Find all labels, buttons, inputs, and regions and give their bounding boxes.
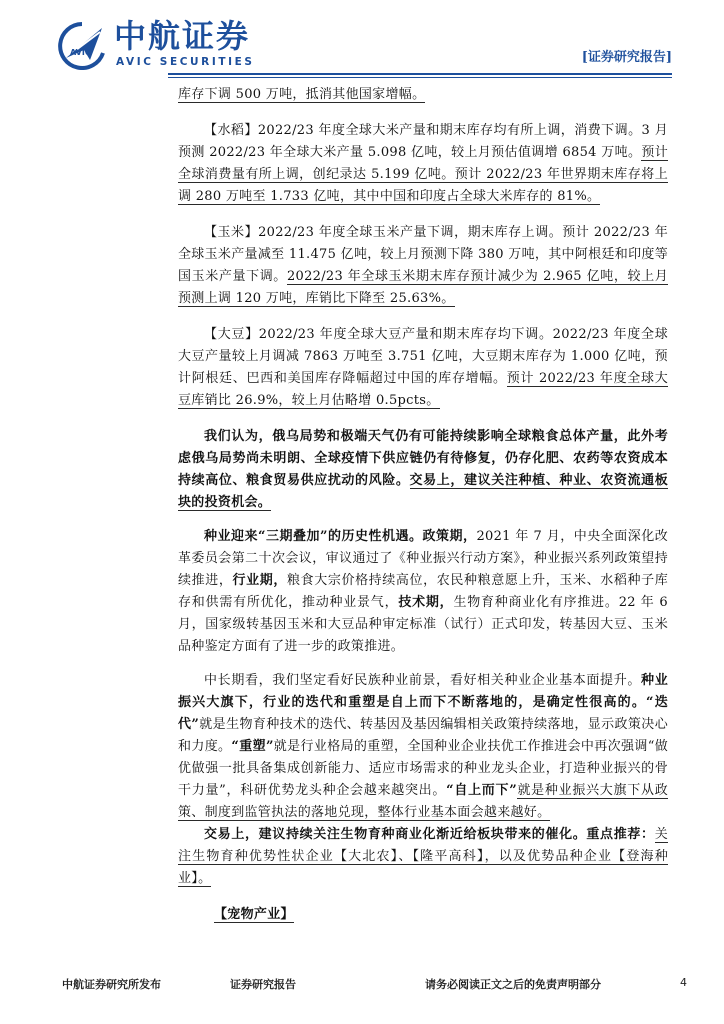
longterm-text-3: 就是行业格局的重塑，全国种业企业扶优工作推进会中再次强调“做优做强一批具备集成创新能力、适应市场需求的种业龙头企业，打造种业振兴的骨干力量”，科研优势龙头种企会越来越突出。	[178, 739, 669, 798]
seed-text-2: 粮食大宗价格持续高位，农民种粮意愿上升，玉米、水稻种子库存和供需有所优化，推动种业景气，	[178, 573, 668, 610]
page-footer	[0, 968, 724, 998]
seed-bold-3: 技术期，	[398, 595, 454, 610]
longterm-bold-2: “重塑”	[231, 739, 274, 754]
header-divider	[168, 73, 672, 75]
corn-text: 【玉米】2022/23 年度全球玉米产量下调，期末库存上调。预计 2022/23 年全球玉米产量减至 11.475 亿吨，较上月预测下降 380 万吨，其中阿根廷和印度等国玉米产量下调。	[178, 225, 668, 284]
longterm-bold-1: 种业振兴大旗下，行业的迭代和重塑是自上而下不断落地的，是确定性很高的。“迭代”	[178, 673, 668, 732]
carryover-text: 库存下调 500 万吨，抵消其他国家增幅。	[178, 87, 426, 102]
pet-industry-heading: 【宠物产业】	[214, 907, 294, 922]
page-header	[0, 0, 724, 80]
report-body	[178, 84, 668, 926]
avic-logo-icon	[56, 20, 108, 70]
seed-text-3: 生物育种商业化有序推进。22 年 6 月，国家级转基因玉米和大豆品种审定标准（试行）正式印发，转基因大豆、玉米品种鉴定方面有了进一步的政策推进。	[178, 595, 668, 654]
brand-name-cn: 中航证券	[114, 17, 251, 55]
footer-doc-type: 证券研究报告	[230, 978, 296, 991]
rice-text: 【水稻】2022/23 年度全球大米产量和期末库存均有所上调，消费下调。3 月预测 2022/23 年全球大米产量 5.098 亿吨，较上月预估值调增 6854 万吨。	[178, 123, 668, 160]
paragraph-outlook	[178, 426, 668, 514]
paragraph-carryover	[178, 84, 668, 106]
rice-text-underlined: 预计全球消费量有所上调，创纪录达 5.199 亿吨。预计 2022/23 年世界期末库存将上调 280 万吨至 1.733 亿吨，其中中国和印度占全球大米库存的 81%。	[178, 145, 668, 204]
paragraph-seed-industry	[178, 526, 668, 658]
outlook-text: 我们认为，俄乌局势和极端天气仍有可能持续影响全球粮食总体产量，此外考虑俄乌局势尚未明朗、全球疫情下供应链仍有待修复，仍存化肥、农药等农资成本持续高位、粮食贸易供应扰动的风险。	[178, 429, 668, 488]
corn-text-underlined: 2022/23 年全球玉米期末库存预计减少为 2.965 亿吨，较上月预测上调 120 万吨，库销比下降至 25.63%。	[178, 269, 669, 306]
seed-bold-1: 种业迎来“三期叠加”的历史性机遇。政策期，	[204, 529, 477, 544]
paragraph-long-term	[178, 670, 668, 824]
recommend-text-underlined: 关注生物育种优势性状企业【大北农】、【隆平高科】，以及优势品种企业【登海种业】。	[178, 827, 668, 886]
report-type-tag: [证券研究报告]	[581, 50, 672, 65]
page-number: 4	[680, 976, 687, 989]
seed-text-1: 2021 年 7 月，中央全面深化改革委员会第二十次会议，审议通过了《种业振兴行动方案》，种业振兴系列政策望持续推进，	[178, 529, 668, 588]
recommend-bold: 交易上，建议持续关注生物育种商业化渐近给板块带来的催化。重点推荐：	[204, 827, 655, 842]
longterm-text-underlined: 就是种业振兴大旗下从政策、制度到监管执法的落地兑现，整体行业基本面会越来越好。	[178, 783, 668, 820]
paragraph-recommendation	[178, 824, 668, 890]
paragraph-corn	[178, 222, 668, 310]
soybean-text-underlined: 预计 2022/23 年度全球大豆库销比 26.9%，较上月估略增 0.5pcts。	[178, 371, 669, 408]
section-heading-pet	[214, 904, 668, 926]
longterm-text-1: 中长期看，我们坚定看好民族种业前景，看好相关种业企业基本面提升。	[204, 673, 642, 688]
outlook-text-underlined: 交易上，建议关注种植、种业、农资流通板块的投资机会。	[178, 473, 669, 510]
seed-bold-2: 行业期，	[232, 573, 287, 588]
longterm-bold-3: “自上而下”	[446, 783, 518, 798]
brand-name-en: AVIC SECURITIES	[116, 56, 255, 68]
header-divider-thin	[168, 77, 672, 78]
longterm-text-2: 就是生物育种技术的迭代、转基因及基因编辑相关政策持续落地，显示政策决心和力度。	[178, 717, 668, 754]
footer-publisher: 中航证券研究所发布	[62, 978, 161, 991]
soybean-text: 【大豆】2022/23 年度全球大豆产量和期末库存均下调。2022/23 年度全球大豆产量较上月调减 7863 万吨至 3.751 亿吨，大豆期末库存为 1.000 亿吨，预计阿根廷、巴西和美国库存降幅超过中国的库存增幅。	[178, 327, 668, 386]
paragraph-rice	[178, 120, 668, 208]
logo-text: AVIC	[70, 48, 91, 57]
footer-disclaimer: 请务必阅读正文之后的免责声明部分	[425, 978, 601, 991]
paragraph-soybean	[178, 324, 668, 412]
